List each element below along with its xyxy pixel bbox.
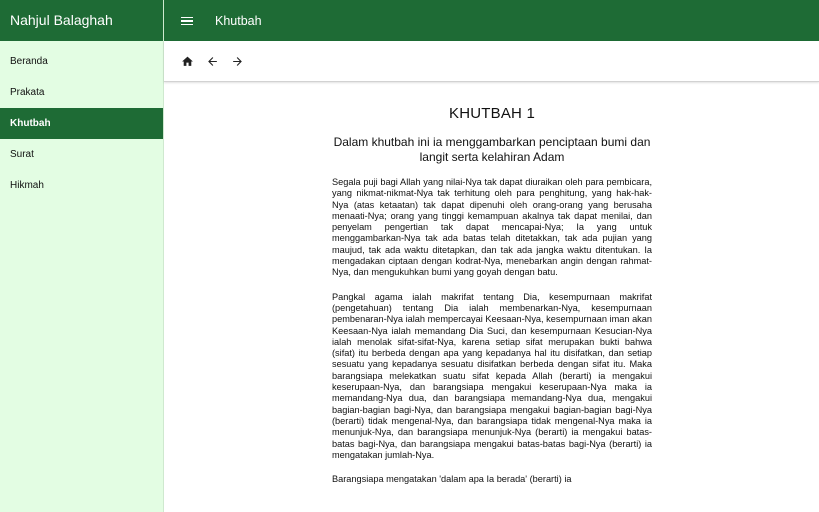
content-area[interactable] bbox=[164, 83, 819, 512]
article-title: KHUTBAH 1 bbox=[449, 105, 535, 122]
arrow-right-icon[interactable] bbox=[230, 54, 244, 68]
navigation-toolbar bbox=[164, 41, 819, 82]
sidebar-item-prakata[interactable]: Prakata bbox=[10, 87, 45, 98]
article-paragraph: Segala puji bagi Allah yang nilai-Nya tak dapat diuraikan oleh para pembicara, yang nikmat-nikmat-Nya tak terhitung oleh para penghitung, yang hak-hak-Nya (atas ketaatan) tak dapat dipenuhi oleh orang-orang yang berusaha menaati-Nya; orang yang tinggi kemampuan akalnya tak dapat menilai, dan penyelam pengertian tak dapat mencapai-Nya; Ia yang untuk menggambarkan-Nya tak ada batas telah ditetakkan, tak ada pujian yang maujud, tak ada waktu ditetapkan, dan tak ada jangka waktu ditentukan. Ia mengadakan ciptaan dengan kodrat-Nya, menebarkan angin dengan rahmat-Nya, dan mengukuhkan bumi yang goyah dengan batu. bbox=[332, 177, 652, 278]
app-bar bbox=[164, 0, 819, 41]
nav-list bbox=[0, 41, 163, 201]
home-icon[interactable] bbox=[180, 54, 194, 68]
sidebar-item-khutbah[interactable]: Khutbah bbox=[0, 108, 163, 139]
page-title: Khutbah bbox=[215, 13, 262, 28]
app-title: Nahjul Balaghah bbox=[0, 0, 163, 41]
article-paragraph: Barangsiapa mengatakan 'dalam apa Ia berada' (berarti) ia bbox=[332, 474, 572, 485]
arrow-left-icon[interactable] bbox=[205, 54, 219, 68]
sidebar bbox=[0, 0, 164, 512]
article-subtitle: Dalam khutbah ini ia menggambarkan penciptaan bumi dan langit serta kelahiran Adam bbox=[333, 135, 651, 164]
article-paragraph: Pangkal agama ialah makrifat tentang Dia, kesempurnaan makrifat (pengetahuan) tentang Dia ialah membenarkan-Nya, kesempurnaan pembenaran-Nya ialah mempercayai Keesaan-Nya, kesempurnaan iman akan Keesaan-Nya ialah memandang Dia Suci, dan kesempurnaan Kesucian-Nya ialah menolak sifat-sifat-Nya, karena setiap sifat merupakan bukti bahwa (sifat) itu berbeda dengan apa yang kepadanya hal itu disifatkan, dan setiap sesuatu yang kepadanya sesuatu disifatkan berbeda dengan sifat itu. Maka barangsiapa melekatkan suatu sifat kepada Allah (berarti) ia mengakui keserupaan-Nya, dan barangsiapa mengakui keserupaan-Nya maka ia memandang-Nya dua, dan barangsiapa memandang-Nya dua, mengakui bagian-bagian bagi-Nya, dan barangsiapa mengakui bagian-bagian bagi-Nya (berarti) tidak mengenal-Nya, dan barangsiapa tidak mengenal-Nya maka ia menunjuk-Nya, dan barangsiapa menunjuk-Nya (berarti) ia mengakui batas-batas bagi-Nya, dan barangsiapa mengakui batas-batas bagi-Nya (berarti) ia mengatakan jumlah-Nya. bbox=[332, 291, 652, 460]
article bbox=[332, 105, 652, 485]
sidebar-item-beranda[interactable]: Beranda bbox=[10, 56, 48, 67]
hamburger-menu-icon[interactable] bbox=[181, 16, 193, 26]
sidebar-item-surat[interactable]: Surat bbox=[10, 149, 34, 160]
sidebar-item-hikmah[interactable]: Hikmah bbox=[10, 180, 44, 191]
